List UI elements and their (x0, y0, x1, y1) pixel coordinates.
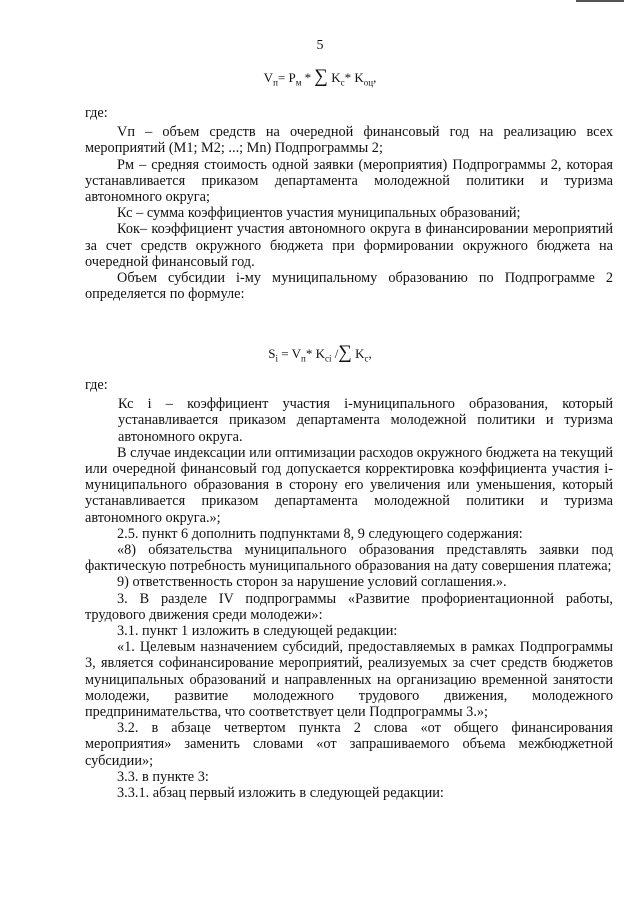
page-number: 5 (316, 38, 324, 53)
formula-si-lhs: S (268, 346, 276, 361)
paragraph-3-2: 3.2. в абзаце четвертом пункта 2 слова «от общего финансирования мероприятия» заменить словами «от запрашиваемого объема межбюджетной субсидии»; (85, 720, 613, 769)
paragraph-3-3-1: 3.3.1. абзац первый изложить в следующей редакции: (117, 785, 444, 802)
paragraph-where-2: где: (85, 377, 108, 393)
paragraph-subsidy-intro: Объем субсидии i-му муниципальному образованию по Подпрограмме 2 определяется по формуле: (85, 270, 613, 303)
sigma-symbol: ∑ (338, 342, 352, 363)
paragraph-section-3: 3. В разделе IV подпрограммы «Развитие профориентационной работы, трудового движения среди молодежи»: (85, 590, 613, 623)
scan-edge-mark (576, 0, 624, 2)
paragraph-where-1: где: (85, 105, 108, 121)
paragraph-kok-def: Кок– коэффициент участия автономного округа в финансировании мероприятий за счет средств окружного бюджета при формировании окружного бюджета на очередной финансовый год. (85, 221, 613, 270)
formula-si-star: * K (305, 346, 325, 361)
formula-vp-rhs-a: = P (277, 70, 296, 85)
formula-si-end: , (368, 346, 372, 361)
text-block-1 (85, 105, 613, 302)
paragraph-vp-def: Vп – объем средств на очередной финансовый год на реализацию всех мероприятий (М1; М2; ...; Мn) Подпрограммы 2; (85, 124, 613, 157)
formula-si-slash: / (331, 346, 339, 361)
paragraph-kci-def: Кс i – коэффициент участия i-муниципального образования, который устанавливается приказом департамента молодежной политики и туризма автономного округа. (118, 396, 613, 445)
formula-vp-star2: * K (344, 70, 364, 85)
formula-si-lhs-sub: i (275, 353, 278, 364)
formula-vp-lhs: V (263, 70, 274, 85)
formula-vp-rhs-c-sub: оц (363, 77, 374, 88)
paragraph-kc-def: Кс – сумма коэффициентов участия муниципальных образований; (117, 205, 521, 222)
paragraph-3-1-text: «1. Целевым назначением субсидий, предоставляемых в рамках Подпрограммы 3, является софинансирование мероприятий, реализуемых за счет средств бюджетов муниципальных образований и направленных на организацию временной занятости молодежи, развитие молодежного трудового движения, молодежного предпринимательства, что соответствует цели Подпрограммы 3.»; (85, 639, 613, 721)
formula-vp-lhs-sub: п (273, 77, 278, 88)
text-block-2 (85, 377, 613, 801)
paragraph-2-5: 2.5. пункт 6 дополнить подпунктами 8, 9 следующего содержания: (117, 525, 523, 542)
formula-si-rhs-a-sub: п (300, 353, 306, 364)
formula-vp (0, 66, 640, 88)
formula-si-rhs-a: = V (277, 346, 301, 361)
paragraph-3-3: 3.3. в пункте 3: (117, 768, 209, 785)
formula-vp-rhs-b: K (327, 70, 341, 85)
formula-si-rhs-c: K (351, 346, 365, 361)
formula-vp-star1: * (301, 70, 315, 85)
formula-vp-rhs-b-sub: с (340, 77, 345, 88)
paragraph-rm-def: Рм – средняя стоимость одной заявки (мероприятия) Подпрограммы 2, которая устанавливается приказом департамента молодежной политики и туризма автономного округа; (85, 156, 613, 206)
paragraph-item-9: 9) ответственность сторон за нарушение условий соглашения.». (117, 574, 507, 591)
paragraph-3-1: 3.1. пункт 1 изложить в следующей редакции: (117, 623, 398, 640)
formula-si (0, 342, 640, 364)
formula-vp-end: , (373, 70, 377, 85)
formula-vp-rhs-a-sub: м (295, 77, 302, 88)
paragraph-item-8: «8) обязательства муниципального образования представлять заявки под фактическую потребность муниципального образования на дату совершения платежа; (85, 542, 613, 575)
paragraph-indexation: В случае индексации или оптимизации расходов окружного бюджета на текущий или очередной финансовый год допускается корректировка коэффициента участия i-муниципального образования в сторону его увеличения или уменьшения, который устанавливается приказом департамента молодежной политики и туризма автономного округа.»; (85, 444, 613, 526)
formula-si-rhs-b-sub: сi (324, 353, 332, 364)
sigma-symbol: ∑ (314, 66, 328, 87)
formula-si-rhs-c-sub: с (364, 353, 369, 364)
